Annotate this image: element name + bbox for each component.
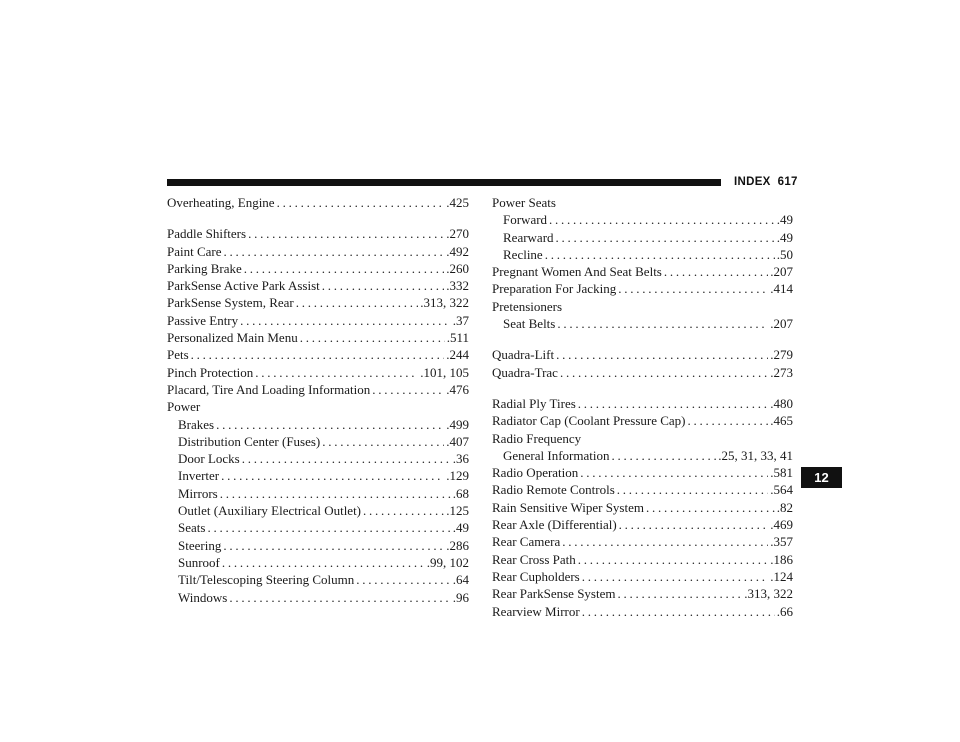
dot-leader (578, 551, 768, 568)
entry-label: Overheating, Engine (167, 195, 275, 210)
dot-leader (557, 315, 768, 332)
dot-leader (611, 447, 716, 464)
index-entry (492, 412, 793, 429)
entry-label: Seat Belts (503, 316, 556, 332)
entry-label: Rain Sensitive Wiper System (492, 499, 644, 515)
entry-pages: .96 (452, 589, 469, 605)
entry-label: Steering (178, 537, 222, 553)
entry-pages: .37 (452, 312, 469, 328)
dot-leader (191, 346, 445, 363)
index-spacer (492, 381, 793, 395)
index-subentry (167, 433, 469, 450)
index-subentry (167, 537, 469, 554)
header-rule (167, 179, 721, 186)
index-entry (167, 364, 469, 381)
entry-label: Rear Axle (Differential) (492, 517, 617, 533)
dot-leader (578, 395, 768, 412)
index-subentry (167, 589, 469, 606)
dot-leader (300, 329, 445, 346)
index-entry (492, 516, 793, 533)
entry-pages: .64 (452, 572, 469, 588)
index-entry (492, 481, 793, 498)
dot-leader (242, 450, 451, 467)
index-subentry (167, 450, 469, 467)
entry-pages: .49 (776, 212, 793, 228)
entry-pages: .407 (446, 433, 469, 449)
index-subentry (492, 447, 793, 464)
entry-pages: .499 (446, 416, 469, 432)
index-subentry (167, 571, 469, 588)
index-subentry (167, 467, 469, 484)
entry-pages: .186 (770, 551, 793, 567)
index-entry (492, 499, 793, 516)
index-entry (167, 277, 469, 294)
dot-leader (223, 537, 444, 554)
index-subentry (167, 502, 469, 519)
entry-pages: .564 (770, 482, 793, 498)
index-spacer (492, 332, 793, 346)
entry-label: Radial Ply Tires (492, 395, 576, 411)
entry-pages: .469 (770, 517, 793, 533)
index-subentry (167, 519, 469, 536)
index-subentry (167, 554, 469, 571)
entry-label: Rear Camera (492, 534, 561, 550)
entry-pages: .207 (770, 264, 793, 280)
dot-leader (356, 571, 450, 588)
index-entry (167, 194, 469, 211)
entry-pages: .270 (446, 226, 469, 242)
index-spacer (167, 211, 469, 225)
entry-label: Recline (503, 246, 543, 262)
dot-leader (216, 416, 444, 433)
entry-label: Radiator Cap (Coolant Pressure Cap) (492, 413, 686, 429)
entry-label: Brakes (178, 416, 215, 432)
index-entry (167, 260, 469, 277)
entry-pages: .260 (446, 260, 469, 276)
entry-label: Preparation For Jacking (492, 281, 617, 297)
dot-leader (221, 467, 444, 484)
index-heading: Power Seats (492, 195, 556, 210)
dot-leader (322, 277, 445, 294)
index-subentry (167, 416, 469, 433)
entry-label: Parking Brake (167, 260, 242, 276)
dot-leader (556, 346, 768, 363)
dot-leader (240, 312, 451, 329)
entry-label: ParkSense System, Rear (167, 295, 294, 311)
index-subentry (492, 246, 793, 263)
entry-pages: .581 (770, 465, 793, 481)
dot-leader (549, 211, 775, 228)
dot-leader (224, 243, 445, 260)
entry-pages: .357 (770, 534, 793, 550)
dot-leader (220, 485, 451, 502)
entry-pages: .49 (452, 520, 469, 536)
index-entry (492, 395, 793, 412)
dot-leader (244, 260, 445, 277)
index-entry (167, 225, 469, 242)
entry-pages: .50 (776, 246, 793, 262)
entry-label: Pets (167, 347, 189, 363)
entry-pages: .82 (776, 499, 793, 515)
entry-pages: .68 (452, 485, 469, 501)
entry-pages: .332 (446, 278, 469, 294)
dot-leader (255, 364, 418, 381)
index-heading: Pretensioners (492, 298, 563, 314)
entry-label: Pregnant Women And Seat Belts (492, 264, 662, 280)
dot-leader (372, 381, 444, 398)
dot-leader (617, 585, 742, 602)
index-entry (492, 280, 793, 297)
index-entry (492, 346, 793, 363)
dot-leader (646, 499, 775, 516)
index-entry (492, 568, 793, 585)
entry-pages: .25, 31, 33, 41 (718, 447, 793, 463)
entry-label: Mirrors (178, 485, 218, 501)
dot-leader (248, 225, 444, 242)
entry-label: Paint Care (167, 243, 222, 259)
entry-label: Outlet (Auxiliary Electrical Outlet) (178, 503, 362, 519)
dot-leader (229, 589, 450, 606)
entry-pages: .273 (770, 364, 793, 380)
running-header (734, 176, 798, 188)
dot-leader (562, 533, 768, 550)
dot-leader (688, 412, 769, 429)
dot-leader (222, 554, 425, 571)
dot-leader (664, 263, 768, 280)
entry-pages: .414 (770, 281, 793, 297)
entry-pages: .66 (776, 603, 793, 619)
dot-leader (207, 519, 450, 536)
entry-label: Sunroof (178, 554, 220, 570)
entry-label: Forward (503, 212, 548, 228)
index-entry (492, 533, 793, 550)
entry-pages: .313, 322 (744, 586, 793, 602)
index-subentry (492, 315, 793, 332)
entry-label: Windows (178, 589, 228, 605)
entry-pages: .125 (446, 503, 469, 519)
dot-leader (619, 516, 769, 533)
index-entry (167, 346, 469, 363)
entry-label: Pinch Protection (167, 364, 254, 380)
chapter-tab: 12 (801, 467, 842, 488)
entry-pages: .492 (446, 243, 469, 259)
index-heading: Radio Frequency (492, 430, 582, 446)
index-entry (167, 312, 469, 329)
index-column-left (167, 194, 469, 606)
dot-leader (618, 280, 768, 297)
dot-leader (582, 568, 769, 585)
index-subentry (167, 485, 469, 502)
dot-leader (296, 294, 419, 311)
entry-pages: .286 (446, 537, 469, 553)
entry-label: Rear ParkSense System (492, 586, 616, 602)
entry-label: Paddle Shifters (167, 226, 247, 242)
entry-label: General Information (503, 447, 610, 463)
entry-label: Placard, Tire And Loading Information (167, 381, 371, 397)
entry-pages: .511 (446, 330, 469, 346)
entry-label: Rearward (503, 229, 554, 245)
dot-leader (580, 464, 768, 481)
entry-pages: .480 (770, 395, 793, 411)
entry-pages: .49 (776, 229, 793, 245)
index-entry (492, 551, 793, 568)
entry-pages: .124 (770, 568, 793, 584)
dot-leader (582, 603, 775, 620)
entry-label: Passive Entry (167, 312, 239, 328)
index-entry (492, 263, 793, 280)
entry-label: Rear Cupholders (492, 568, 580, 584)
section-title: INDEX (734, 176, 771, 188)
page-number: 617 (777, 176, 798, 188)
dot-leader (322, 433, 444, 450)
index-entry (492, 364, 793, 381)
index-entry (492, 603, 793, 620)
entry-label: Inverter (178, 468, 220, 484)
entry-label: Distribution Center (Fuses) (178, 433, 321, 449)
index-entry (167, 381, 469, 398)
entry-pages: .36 (452, 451, 469, 467)
entry-label: Radio Operation (492, 465, 579, 481)
dot-leader (560, 364, 768, 381)
dot-leader (277, 194, 445, 211)
dot-leader (556, 229, 775, 246)
index-heading: Power (167, 399, 201, 415)
entry-pages: .101, 105 (420, 364, 469, 380)
entry-label: Personalized Main Menu (167, 330, 298, 346)
entry-pages: .244 (446, 347, 469, 363)
entry-pages: .129 (446, 468, 469, 484)
entry-label: Tilt/Telescoping Steering Column (178, 572, 355, 588)
index-entry (167, 329, 469, 346)
entry-label: Radio Remote Controls (492, 482, 615, 498)
entry-pages: .313, 322 (420, 295, 469, 311)
index-entry (167, 294, 469, 311)
index-entry (492, 585, 793, 602)
entry-pages: .476 (446, 381, 469, 397)
entry-label: ParkSense Active Park Assist (167, 278, 320, 294)
entry-pages: .425 (446, 195, 469, 210)
entry-label: Rearview Mirror (492, 603, 580, 619)
index-subentry (492, 229, 793, 246)
index-subentry (492, 211, 793, 228)
dot-leader (617, 481, 768, 498)
index-entry (492, 464, 793, 481)
dot-leader (363, 502, 444, 519)
entry-label: Rear Cross Path (492, 551, 576, 567)
dot-leader (545, 246, 775, 263)
entry-pages: .279 (770, 347, 793, 363)
entry-label: Quadra-Trac (492, 364, 558, 380)
entry-label: Door Locks (178, 451, 240, 467)
entry-label: Quadra-Lift (492, 347, 555, 363)
entry-pages: .207 (770, 316, 793, 332)
entry-pages: .99, 102 (426, 554, 469, 570)
entry-pages: .465 (770, 413, 793, 429)
index-entry (167, 243, 469, 260)
entry-label: Seats (178, 520, 206, 536)
index-column-right (492, 194, 793, 620)
